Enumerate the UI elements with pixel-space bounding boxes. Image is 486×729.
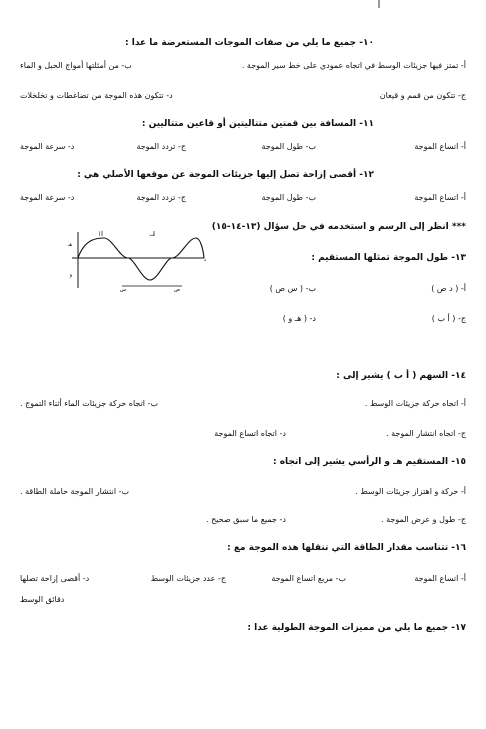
q11-title: ١١- المسافة بين قمتين متتاليتين أو قاعين متتاليين : — [141, 119, 374, 129]
label-s: س — [119, 287, 126, 293]
q11-option-b: ب- طول الموجة — [261, 142, 316, 151]
q15-option-d: د- جميع ما سبق صحيح . — [206, 515, 286, 524]
q12-option-d: د- سرعة الموجة — [20, 193, 75, 202]
top-edge-mark — [378, 0, 380, 8]
q16-option-d-continued: دقائق الوسط — [20, 595, 65, 604]
q10-option-a: أ- تمتز فيها جزيئات الوسط في اتجاه عمودي على خط سير الموجة . — [241, 61, 466, 70]
diagram-instruction: *** انظر إلى الرسم و استخدمه في حل سؤال (١٣-١٤-١٥) — [211, 222, 466, 232]
wave-curve — [78, 238, 204, 280]
q14-option-a: أ- اتجاه حركة جزيئات الوسط . — [364, 399, 466, 408]
q16-option-a: أ- اتساع الموجة — [414, 574, 466, 583]
q16-title: ١٦- تتناسب مقدار الطاقة التي تنقلها هذه الموجة مع : — [227, 543, 466, 553]
q16-option-b: ب- مربع اتساع الموجة — [271, 574, 346, 583]
q14-title: ١٤- السهم ( أ ب ) يشير إلى : — [336, 371, 466, 381]
label-w: و — [69, 272, 72, 278]
q12-option-b: ب- طول الموجة — [261, 193, 316, 202]
label-h: هـ — [67, 242, 72, 248]
q12-option-c: ج- تردد الموجة — [136, 193, 186, 202]
q14-option-b: ب- اتجاه حركة جزيئات الماء أثناء التموج . — [20, 399, 158, 408]
q11-option-d: د- سرعة الموجة — [20, 142, 75, 151]
q15-option-a: أ- حركة و اهتزاز جزيئات الوسط . — [355, 487, 466, 496]
transverse-wave-diagram — [67, 228, 210, 294]
q13-option-c: ج- ( أ ب ) — [431, 314, 466, 323]
q10-title: ١٠- جميع ما يلي من صفات الموجات المستعرضة ما عدا : — [125, 38, 374, 48]
q13-title: ١٣- طول الموجة تمثلها المستقيم : — [311, 253, 466, 263]
q14-option-d: د- اتجاه اتساع الموجة — [214, 429, 286, 438]
q16-option-d: د- أقصى إزاحة تصلها — [20, 574, 90, 583]
q10-option-c: ج- تتكون من قمم و قيعان — [379, 91, 466, 100]
label-s2: ص — [173, 287, 180, 293]
label-d: د — [203, 257, 206, 263]
q11-option-c: ج- تردد الموجة — [136, 142, 186, 151]
q10-option-d: د- تتكون هذه الموجة من تضاغطات و تخلخلات — [20, 91, 173, 100]
q13-option-b: ب- ( س ص ) — [269, 284, 316, 293]
q15-title: ١٥- المستقيم هـ و الرأسي يشير إلى اتجاه : — [273, 457, 466, 467]
label-a: أ — [98, 232, 100, 238]
q16-option-c: ج- عدد جزيئات الوسط — [150, 574, 226, 583]
q10-option-b: ب- من أمثلتها أمواج الحبل و الماء — [20, 61, 132, 70]
q12-title: ١٢- أقصى إزاحة تصل إليها جزيئات الموجة عن موقعها الأصلي هي : — [77, 170, 374, 180]
q17-title: ١٧- جميع ما يلي من مميزات الموجة الطولية عدا : — [247, 623, 466, 633]
q11-option-a: أ- اتساع الموجة — [414, 142, 466, 151]
q15-option-c: ج- طول و عرض الموجة . — [381, 515, 466, 524]
q12-option-a: أ- اتساع الموجة — [414, 193, 466, 202]
q13-option-d: د- ( هـ و ) — [282, 314, 316, 323]
label-b: ب — [149, 232, 154, 238]
q14-option-c: ج- اتجاه انتشار الموجة . — [386, 429, 466, 438]
q13-option-a: أ- ( د ص ) — [431, 284, 466, 293]
q15-option-b: ب- انتشار الموجة حاملة الطاقة . — [20, 487, 130, 496]
